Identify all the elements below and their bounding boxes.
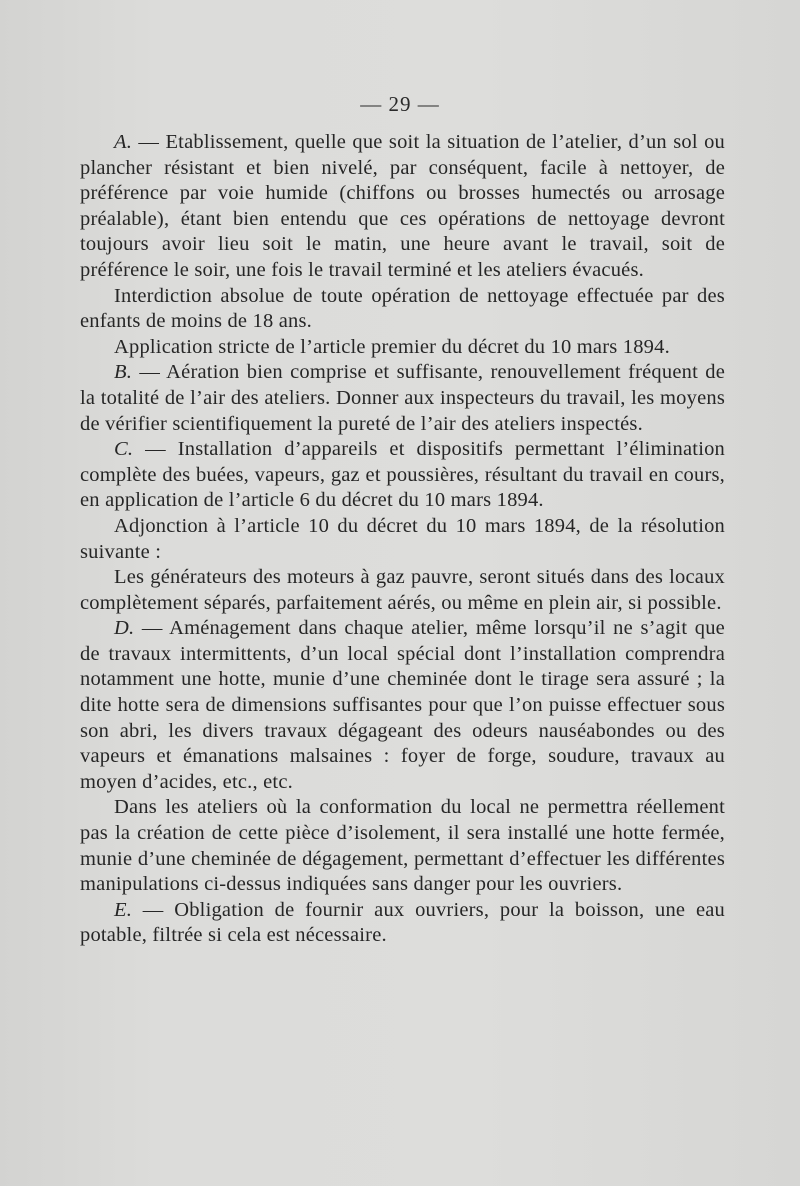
paragraph-mark: D.	[114, 617, 135, 640]
paragraph-b	[80, 360, 725, 437]
paragraph-text: Dans les ateliers où la conformation du local ne permettra réellement pas la création de cette pièce d’isolement, il sera installé une hotte fermée, munie d’une cheminée de dégagement, permettant d’effectuer les différentes manipulations ci-dessus indiquées sans danger pour les ouvriers.	[80, 796, 725, 896]
paragraph-a	[80, 130, 725, 284]
paragraph-mark: E.	[114, 898, 133, 921]
paragraph-mark: B.	[114, 361, 133, 384]
paragraph-d	[80, 616, 725, 795]
paragraph-application	[80, 335, 725, 361]
paragraph-text: Interdiction absolue de toute opération de nettoyage effectuée par des enfants de moins de 18 ans.	[80, 284, 725, 333]
paragraph-text: Adjonction à l’article 10 du décret du 10 mars 1894, de la résolution suivante :	[80, 514, 725, 563]
body-text	[80, 130, 725, 949]
paragraph-adjonction	[80, 514, 725, 565]
paragraph-generateurs	[80, 565, 725, 616]
paragraph-text: Les générateurs des moteurs à gaz pauvre, seront situés dans des locaux complètement séparés, parfaitement aérés, ou même en plein air, si possible.	[80, 566, 725, 614]
paragraph-text: — Aménagement dans chaque atelier, même lorsqu’il ne s’agit que de travaux intermittents, d’un local spécial dont l’installation comprendra notamment une hotte, munie d’une cheminée dont le tirage sera assuré ; la dite hotte sera de dimensions suffisantes pour que l’on puisse effectuer sous son abri, les divers travaux dégageant des odeurs nauséabondes ou des vapeurs et émanations malsaines : foyer de forge, soudure, travaux au moyen d’acides, etc., etc.	[80, 617, 725, 793]
paragraph-text: — Aération bien comprise et suffisante, renouvellement fréquent de la totalité de l’air des ateliers. Donner aux inspecteurs du travail, les moyens de vérifier scientifiquement la pureté de l’air des ateliers inspectés.	[80, 361, 725, 435]
paragraph-text: — Obligation de fournir aux ouvriers, pour la boisson, une eau potable, filtrée si cela est nécessaire.	[80, 898, 725, 947]
paragraph-c	[80, 437, 725, 514]
paragraph-text: — Etablissement, quelle que soit la situation de l’atelier, d’un sol ou plancher résistant et bien nivelé, par conséquent, facile à nettoyer, de préférence par voie humide (chiffons ou brosses humectés ou arrosage préalable), étant bien entendu que ces opérations de nettoyage devront toujours avoir lieu soit le matin, une heure avant le travail, soit de préférence le soir, une fois le travail terminé et les ateliers évacués.	[80, 131, 725, 281]
paragraph-ateliers	[80, 795, 725, 897]
paragraph-mark: A.	[114, 131, 133, 153]
paragraph-interdiction	[80, 284, 725, 335]
paragraph-text: — Installation d’appareils et dispositifs permettant l’élimination complète des buées, vapeurs, gaz et poussières, résultant du travail en cours, en application de l’article 6 du décret du 10 mars 1894.	[80, 438, 725, 512]
paragraph-text: Application stricte de l’article premier du décret du 10 mars 1894.	[114, 335, 670, 358]
page-number: — 29 —	[360, 92, 440, 116]
paragraph-e	[80, 898, 725, 949]
paragraph-mark: C.	[114, 438, 134, 461]
